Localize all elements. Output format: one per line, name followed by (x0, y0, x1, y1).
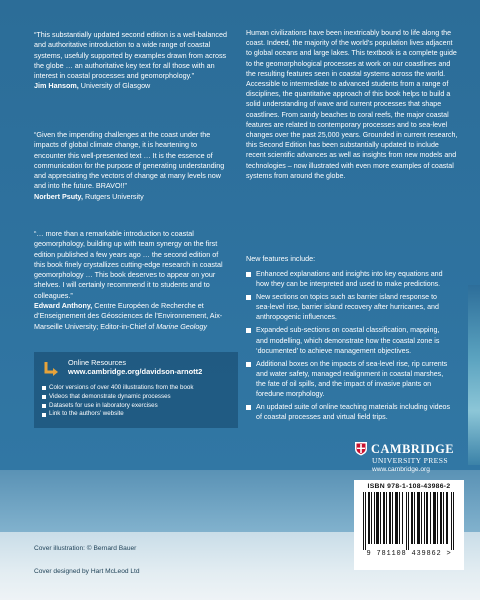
quote-author: Edward Anthony, (34, 301, 93, 311)
publisher-press: UNIVERSITY PRESS (372, 456, 448, 465)
online-resources-list (42, 384, 230, 419)
feature-text: Additional boxes on the impacts of sea-level rise, rip currents and water safety, managed realignment in coastal marshes, the fate of oil spills, and the impact of invasive plants on foredune morphology. (256, 359, 448, 399)
quote-author: Norbert Psuty, (34, 191, 83, 201)
list-item-text: Datasets for use in laboratory exercises (49, 401, 158, 409)
illustration-credit: Cover illustration: © Bernard Bauer (34, 545, 137, 552)
barcode-icon (361, 492, 457, 550)
quote-journal: Marine Geology (156, 321, 207, 331)
feature-item (246, 402, 452, 422)
square-bullet-icon (246, 328, 251, 333)
review-quote-3 (34, 229, 230, 332)
feature-text: New sections on topics such as barrier island response to sea-level rise, barrier island recovery after hurricanes, and anthropogenic influences. (256, 293, 439, 322)
square-bullet-icon (42, 404, 46, 408)
review-quote-2 (34, 130, 230, 202)
list-item (42, 410, 230, 419)
quote-text: “This substantially updated second edition is a well-balanced and authoritative introduction to a wide range of coastal systems, usefully supported by examples drawn from across the globe … an authoritative key text for all those with an interest in coastal processes and geomorphology.” (34, 30, 227, 81)
arrow-icon (42, 359, 62, 379)
online-resources-box (34, 352, 238, 428)
square-bullet-icon (246, 272, 251, 277)
square-bullet-icon (246, 405, 251, 410)
quote-text: “… more than a remarkable introduction to coastal geomorphology, building up with team synergy on the first edition published a few years ago … the second edition of this book finely crystallizes cutting-edge research in coastal geomorphology … This book deserves to appear on your shelves. I will certainly recommend it to students and to colleagues.” (34, 229, 223, 300)
quote-author: Jim Hansom, (34, 81, 79, 91)
square-bullet-icon (42, 395, 46, 399)
feature-text: Expanded sub-sections on coastal classification, mapping, and modelling, which demonstrate how the coastal zone is ‘documented’ to achieve management objectives. (256, 326, 440, 355)
square-bullet-icon (42, 413, 46, 417)
list-item-text: Link to the authors’ website (49, 410, 124, 418)
isbn-barcode-box (354, 480, 464, 570)
features-list (246, 269, 452, 425)
features-heading: New features include: (246, 254, 316, 263)
square-bullet-icon (246, 362, 251, 367)
wave-strip (468, 285, 480, 465)
quote-affiliation: University of Glasgow (80, 81, 151, 91)
book-description: Human civilizations have been inextricably bound to life along the coast. Indeed, the majority of the world’s population lives adjacent to global oceans and large lakes. This textbook is a complete guide to the geomorphological processes at work on our coastlines and the resulting features seen in coastal systems across the world. Accessible to intermediate to advanced students from a range of disciplines, the quantitative approach of this book helps to build a solid understanding of wave and current processes that shape coastlines. From sandy beaches to coral reefs, the major coastal features are related to contemporary processes and to sea-level changes over the past 25,000 years. Grounded in current research, this Second Edition has been substantially updated to include recent scientific advances as well as insights from new models and technologies – now illustrated with even more examples of coastal systems from around the globe. (246, 29, 458, 180)
publisher-logo (354, 441, 466, 474)
quote-affiliation: Centre Européen de Recherche et d’Enseignement des Géosciences de l’Environnement, Aix-Marseille University; Editor-in-Chief of (34, 301, 223, 331)
online-resources-header (42, 358, 230, 379)
publisher-name: CAMBRIDGE (371, 441, 454, 456)
square-bullet-icon (42, 386, 46, 390)
isbn-label: ISBN 978-1-108-43986-2 (367, 483, 451, 490)
quote-attribution (34, 192, 230, 202)
square-bullet-icon (246, 295, 251, 300)
online-resources-url[interactable]: www.cambridge.org/davidson-arnott2 (68, 367, 203, 376)
quote-affiliation: Rutgers University (85, 191, 144, 201)
quote-attribution (34, 301, 230, 332)
list-item (42, 384, 230, 393)
feature-text: An updated suite of online teaching materials including videos of coastal processes and virtual field trips. (256, 403, 451, 422)
list-item-text: Color versions of over 400 illustrations from the book (49, 384, 194, 391)
online-resources-title: Online Resources (68, 358, 126, 367)
feature-item (246, 269, 452, 289)
feature-item (246, 359, 452, 399)
publisher-wordmark (354, 441, 466, 456)
publisher-website[interactable]: www.cambridge.org (372, 466, 430, 473)
feature-item (246, 292, 452, 322)
list-item (42, 402, 230, 411)
crest-icon (354, 441, 368, 456)
quote-text: “Given the impending challenges at the coast under the impacts of global climate change, it is heartening to encounter this well-presented text … It is the essence of communication for the purpose of generating understanding and appreciating the vectors of change at many levels now and into the future. BRAVO!!” (34, 130, 225, 191)
list-item-text: Videos that demonstrate dynamic processes (49, 392, 171, 400)
barcode-number: 9 781108 439862 > (366, 550, 452, 558)
design-credit: Cover designed by Hart McLeod Ltd (34, 568, 140, 575)
review-quote-1 (34, 30, 230, 92)
list-item (42, 393, 230, 402)
feature-item (246, 325, 452, 355)
quote-attribution (34, 81, 230, 91)
feature-text: Enhanced explanations and insights into key equations and how they can be interpreted and used to make predictions. (256, 270, 443, 289)
